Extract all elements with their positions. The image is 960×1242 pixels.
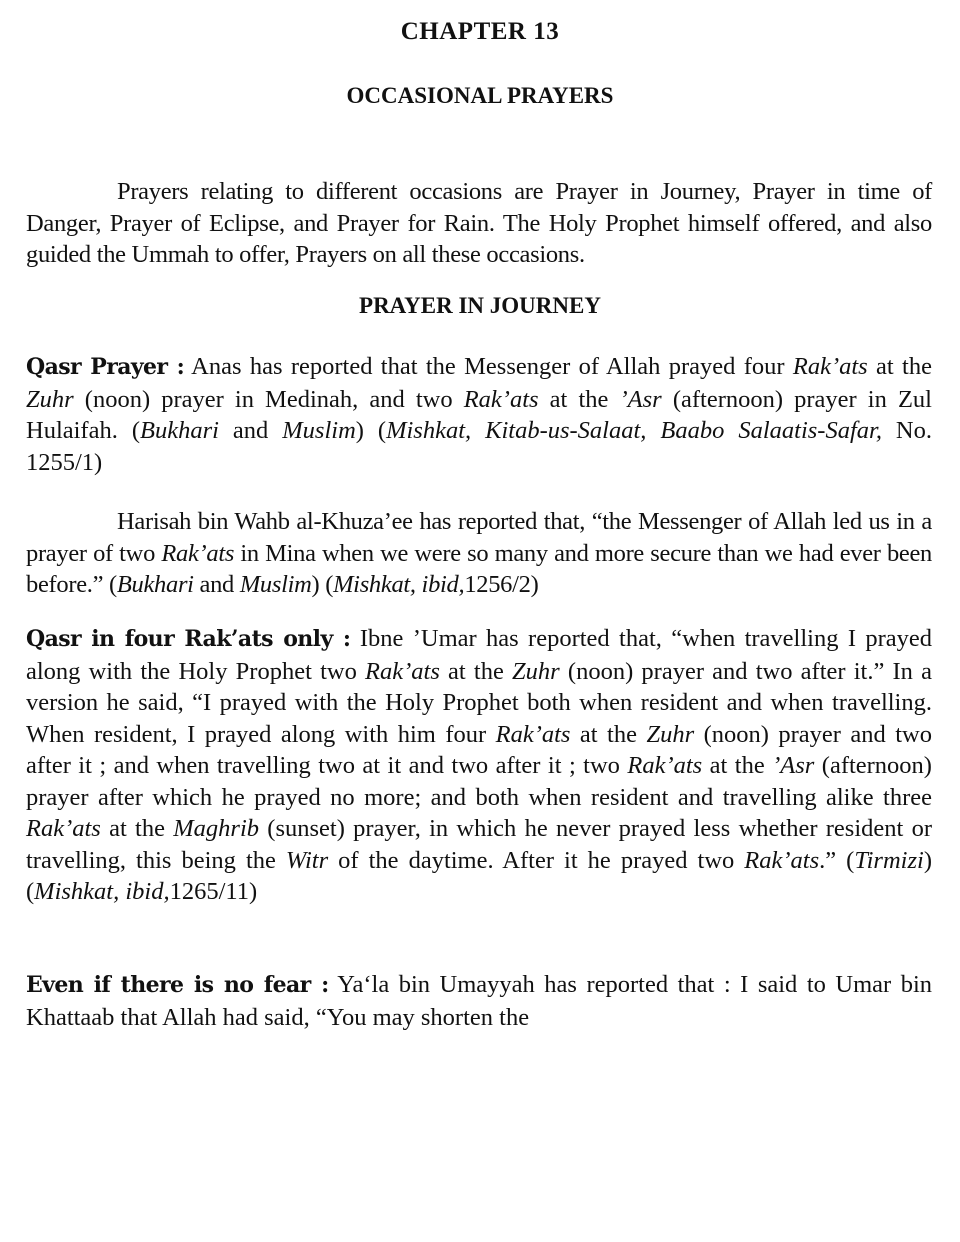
chapter-number: CHAPTER 13 [400, 18, 560, 45]
no-fear-paragraph: Even if there is no fear : Ya‘la bin Umayyah has reported that : I said to Umar bin Khattaab that Allah had said, “You may shorten the [26, 971, 932, 1031]
harisah-paragraph: Harisah bin Wahb al-Khuza’ee has reported that, “the Messenger of Allah led us in a prayer of two Rak’ats in Mina when we were so many and more secure than we had ever been before.” (Bukhari and Muslim) (Mishkat, ibid,1256/2) [26, 508, 932, 598]
qasr-prayer-paragraph: Qasr Prayer : Anas has reported that the Messenger of Allah prayed four Rak’ats at the Zuhr (noon) prayer in Medinah, and two Rak’ats at the ’Asr (afternoon) prayer in Zul Hulaifah. (Bukhari and Muslim) (Mishkat, Kitab-us-Salaat, Baabo Salaatis-Safar, No. 1255/1) [26, 353, 933, 476]
chapter-title: OCCASIONAL PRAYERS [346, 83, 614, 108]
paragraph-lead: Even if there is no fear : [26, 972, 329, 998]
paragraph-lead: Qasr Prayer : [26, 354, 185, 380]
section-heading: PRAYER IN JOURNEY [359, 293, 601, 318]
paragraph-lead: Qasr in four Rak’ats only : [26, 626, 351, 652]
qasr-four-rakats-paragraph: Qasr in four Rak’ats only : Ibne ’Umar has reported that, “when travelling I prayed along with the Holy Prophet two Rak’ats at the Zuhr (noon) prayer and two after it.” In a version he said, “I prayed with the Holy Prophet both when resident and when travelling. When resident, I prayed along with him four Rak’ats at the Zuhr (noon) prayer and two after it ; and when travelling two at it and two after it ; two Rak’ats at the ’Asr (afternoon) prayer after which he prayed no more; and both when resident and travelling alike three Rak’ats at the Maghrib (sunset) prayer, in which he never prayed less whether resident or travelling, this being the Witr of the daytime. After it he prayed two Rak’ats.” (Tirmizi) (Mishkat, ibid,1265/11) [26, 625, 932, 905]
intro-paragraph: Prayers relating to different occasions are Prayer in Journey, Prayer in time of Danger, Prayer of Eclipse, and Prayer for Rain. The Holy Prophet himself offered, and also guided the Ummah to offer, Prayers on all these occasions. [26, 178, 932, 268]
